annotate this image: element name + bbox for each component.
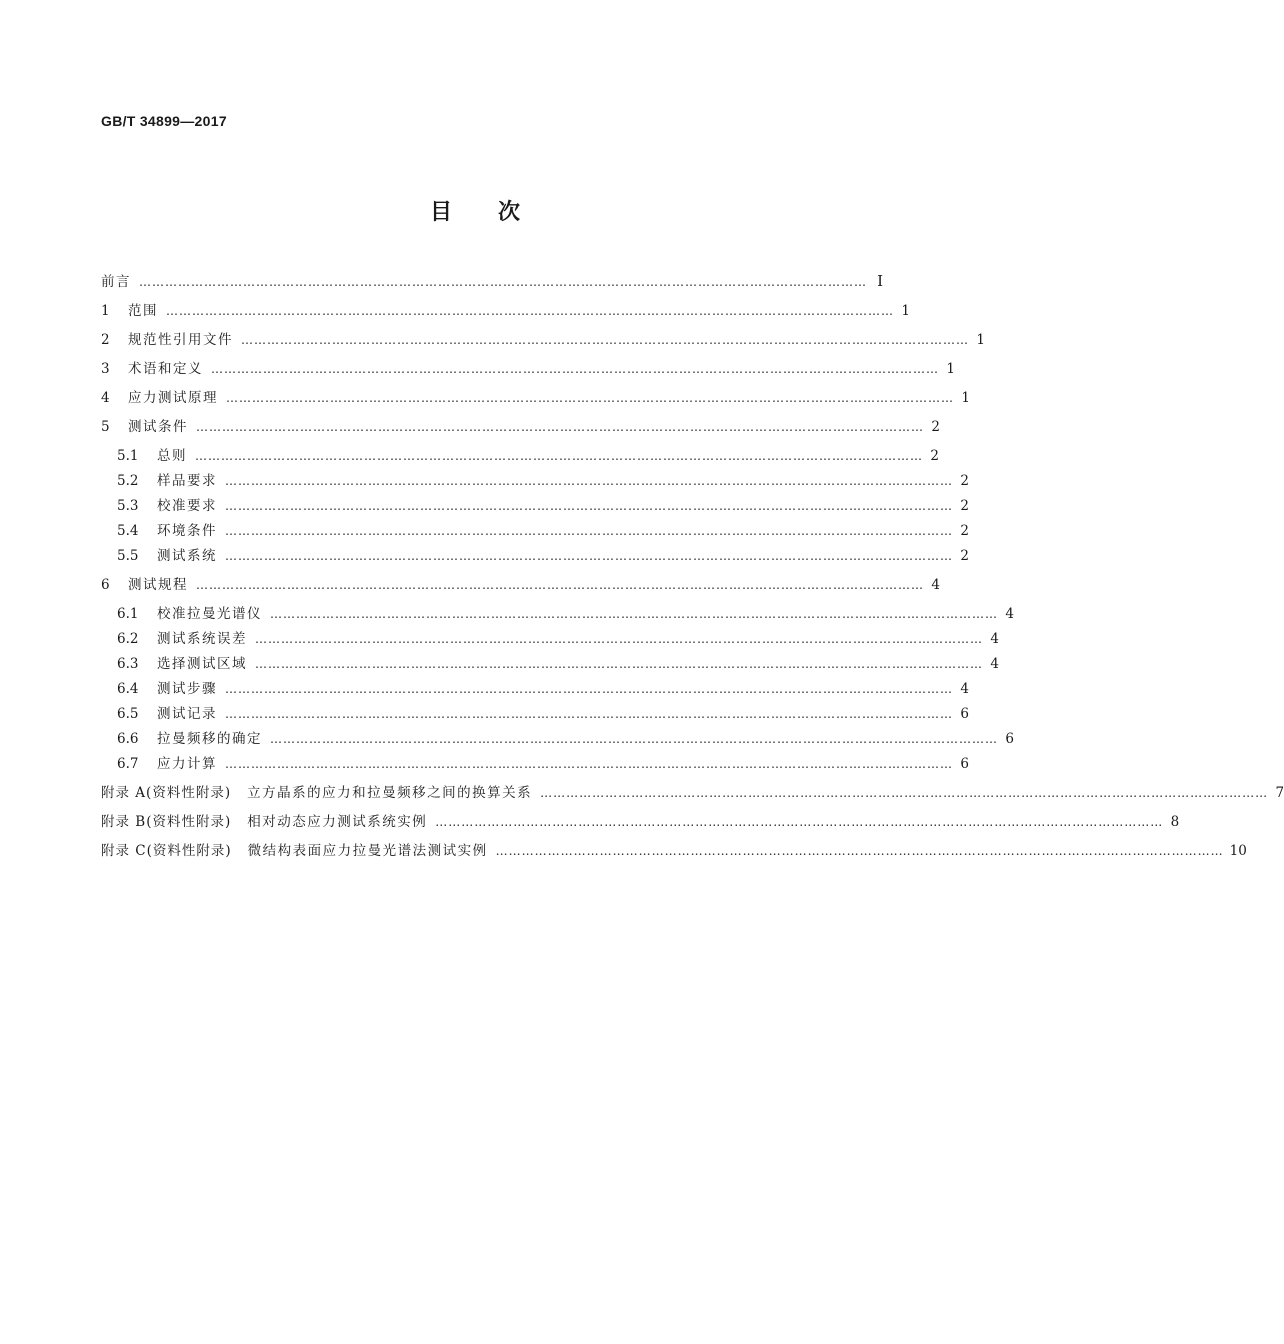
toc-label: 测试条件: [128, 419, 188, 435]
toc-entry-6-4[interactable]: [101, 677, 969, 702]
toc-leader: ……………………………………………………………………………………………………………………………………………………: [270, 607, 998, 621]
toc-leader: ……………………………………………………………………………………………………………………………………………………: [540, 786, 1269, 800]
toc-leader: ……………………………………………………………………………………………………………………………………………………: [225, 757, 953, 771]
toc-leader: ……………………………………………………………………………………………………………………………………………………: [255, 632, 983, 646]
toc-leader: ……………………………………………………………………………………………………………………………………………………: [435, 815, 1164, 829]
toc-page: 2: [930, 448, 939, 464]
toc-leader: ……………………………………………………………………………………………………………………………………………………: [225, 682, 953, 696]
toc-entry-6-2[interactable]: [101, 627, 999, 652]
toc-entry-5-3[interactable]: [101, 494, 969, 519]
toc-appendix-id: 附录 B: [101, 814, 147, 830]
toc-label: 术语和定义: [128, 361, 203, 377]
toc-label: 环境条件: [157, 523, 217, 539]
toc-page: 4: [931, 577, 940, 593]
toc-label: 测试系统: [157, 548, 217, 564]
toc-leader: ……………………………………………………………………………………………………………………………………………………: [139, 275, 867, 289]
standard-code: GB/T 34899—2017: [101, 113, 227, 129]
toc-appendix-id: 附录 A: [101, 785, 147, 801]
toc-entry-6-1[interactable]: [101, 602, 1014, 627]
toc-page: 2: [960, 523, 969, 539]
toc-label: 范围: [128, 303, 158, 319]
toc-label: 校准拉曼光谱仪: [157, 606, 262, 622]
toc-entry-5-1[interactable]: [101, 444, 939, 469]
toc-leader: ……………………………………………………………………………………………………………………………………………………: [225, 549, 953, 563]
toc-entry-appendix-c[interactable]: [101, 839, 1247, 868]
toc-number: 2: [101, 332, 110, 348]
toc-label: 前言: [101, 274, 131, 290]
toc-number: 6.2: [117, 631, 139, 647]
toc-page: Ⅰ: [877, 272, 883, 290]
toc-leader: ……………………………………………………………………………………………………………………………………………………: [211, 362, 939, 376]
toc-entry-2[interactable]: [101, 328, 985, 357]
toc-number: 6.7: [117, 756, 139, 772]
toc-leader: ……………………………………………………………………………………………………………………………………………………: [196, 420, 924, 434]
toc-label: 应力测试原理: [128, 390, 218, 406]
toc-page: 4: [990, 631, 999, 647]
toc-leader: ……………………………………………………………………………………………………………………………………………………: [270, 732, 998, 746]
toc-page: 1: [946, 361, 955, 377]
toc-label: 测试记录: [157, 706, 217, 722]
toc-number: 5.2: [117, 473, 139, 489]
toc-appendix-type: (资料性附录): [146, 814, 232, 830]
toc-number: 4: [101, 390, 110, 406]
toc-leader: ……………………………………………………………………………………………………………………………………………………: [495, 844, 1224, 858]
toc-entry-5-4[interactable]: [101, 519, 969, 544]
toc-entry-appendix-b[interactable]: [101, 810, 1180, 839]
toc-page: 1: [901, 303, 910, 319]
toc-leader: ……………………………………………………………………………………………………………………………………………………: [225, 499, 953, 513]
toc-number: 6.4: [117, 681, 139, 697]
toc-number: 3: [101, 361, 110, 377]
toc-leader: ……………………………………………………………………………………………………………………………………………………: [225, 707, 953, 721]
toc-label: 应力计算: [157, 756, 217, 772]
toc-entry-appendix-a[interactable]: [101, 781, 1284, 810]
page-title: 目次: [429, 200, 566, 225]
toc-leader: ……………………………………………………………………………………………………………………………………………………: [166, 304, 894, 318]
toc-page: 6: [1005, 731, 1014, 747]
toc-page: 2: [931, 419, 940, 435]
toc-label: 测试步骤: [157, 681, 217, 697]
toc-number: 5.4: [117, 523, 139, 539]
toc-number: 6.1: [117, 606, 139, 622]
toc-entry-6-7[interactable]: [101, 752, 969, 781]
toc-entry-foreword[interactable]: [101, 270, 883, 299]
toc-leader: ……………………………………………………………………………………………………………………………………………………: [196, 578, 924, 592]
table-of-contents: [101, 270, 1284, 868]
toc-label: 微结构表面应力拉曼光谱法测试实例: [247, 843, 488, 859]
toc-appendix-type: (资料性附录): [146, 843, 232, 859]
toc-leader: ……………………………………………………………………………………………………………………………………………………: [195, 449, 923, 463]
toc-appendix-type: (资料性附录): [146, 785, 232, 801]
toc-page: 2: [960, 548, 969, 564]
toc-number: 5.3: [117, 498, 139, 514]
toc-entry-6-6[interactable]: [101, 727, 1014, 752]
toc-number: 6: [101, 577, 110, 593]
toc-entry-6-5[interactable]: [101, 702, 969, 727]
toc-appendix-id: 附录 C: [101, 843, 147, 859]
toc-label: 选择测试区域: [157, 656, 247, 672]
toc-label: 测试系统误差: [157, 631, 247, 647]
toc-number: 6.5: [117, 706, 139, 722]
toc-label: 总则: [157, 448, 187, 464]
toc-number: 6.6: [117, 731, 139, 747]
toc-entry-1[interactable]: [101, 299, 910, 328]
toc-leader: ……………………………………………………………………………………………………………………………………………………: [255, 657, 983, 671]
toc-entry-5-5[interactable]: [101, 544, 969, 573]
toc-number: 5.1: [117, 448, 139, 464]
toc-label: 校准要求: [157, 498, 217, 514]
toc-page: 6: [960, 706, 969, 722]
toc-label: 立方晶系的应力和拉曼频移之间的换算关系: [247, 785, 533, 801]
toc-number: 6.3: [117, 656, 139, 672]
toc-leader: ……………………………………………………………………………………………………………………………………………………: [226, 391, 954, 405]
toc-leader: ……………………………………………………………………………………………………………………………………………………: [225, 524, 953, 538]
toc-page: 4: [960, 681, 969, 697]
toc-page: 4: [990, 656, 999, 672]
toc-number: 5.5: [117, 548, 139, 564]
toc-label: 拉曼频移的确定: [157, 731, 262, 747]
toc-page: 8: [1170, 814, 1180, 830]
toc-entry-6-3[interactable]: [101, 652, 999, 677]
toc-page: 6: [960, 756, 969, 772]
toc-page: 10: [1229, 843, 1247, 859]
toc-leader: ……………………………………………………………………………………………………………………………………………………: [241, 333, 969, 347]
toc-entry-4[interactable]: [101, 386, 970, 415]
toc-entry-3[interactable]: [101, 357, 955, 386]
toc-label: 样品要求: [157, 473, 217, 489]
toc-page: 1: [961, 390, 970, 406]
toc-leader: ……………………………………………………………………………………………………………………………………………………: [225, 474, 953, 488]
toc-page: 2: [960, 498, 969, 514]
toc-entry-5[interactable]: [101, 415, 940, 444]
toc-page: 7: [1275, 785, 1284, 801]
toc-label: 相对动态应力测试系统实例: [247, 814, 428, 830]
toc-label: 测试规程: [128, 577, 188, 593]
toc-number: 5: [101, 419, 110, 435]
toc-page: 2: [960, 473, 969, 489]
toc-number: 1: [101, 303, 110, 319]
toc-label: 规范性引用文件: [128, 332, 233, 348]
toc-page: 4: [1005, 606, 1014, 622]
toc-entry-5-2[interactable]: [101, 469, 969, 494]
toc-entry-6[interactable]: [101, 573, 940, 602]
toc-page: 1: [976, 332, 985, 348]
